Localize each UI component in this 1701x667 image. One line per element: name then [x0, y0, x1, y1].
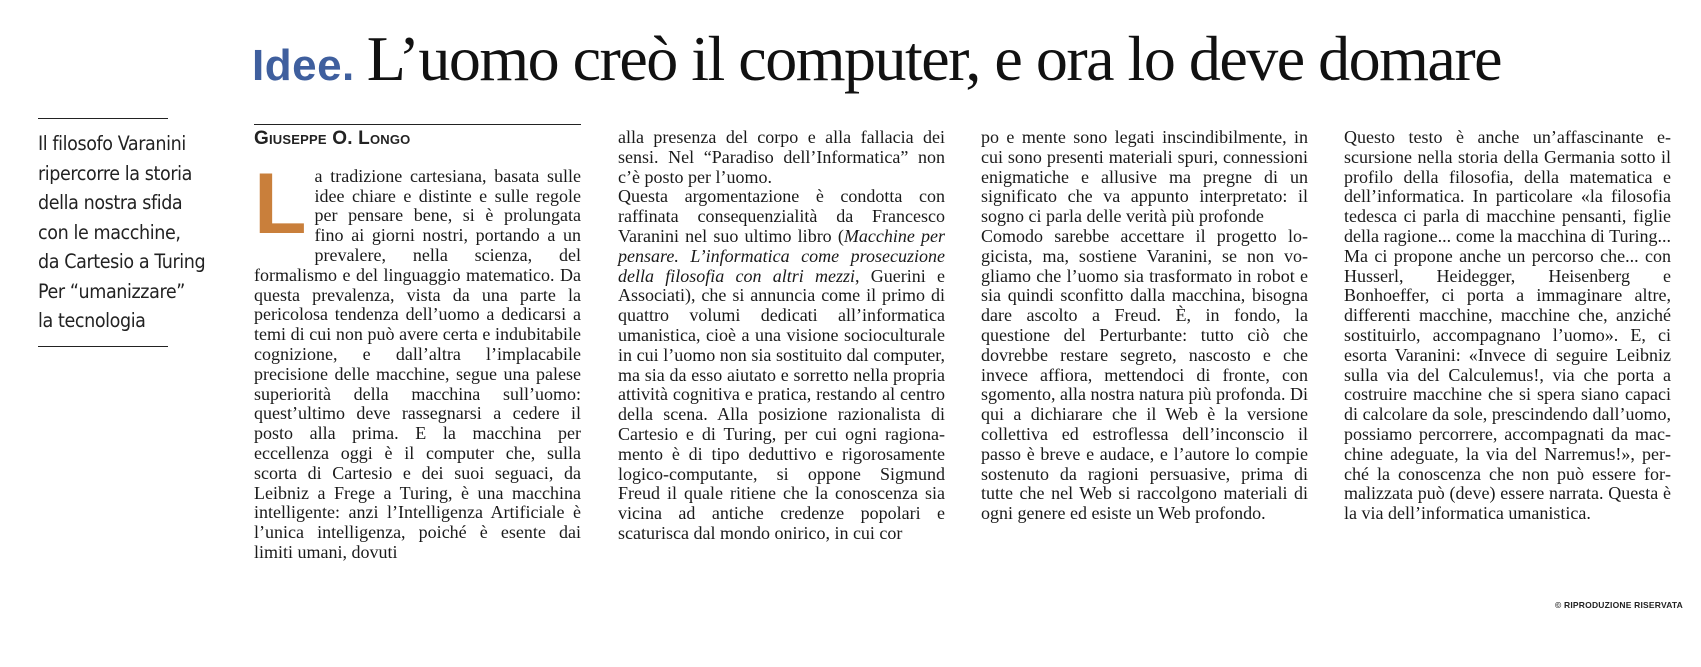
- paragraph: [618, 187, 945, 543]
- section-kicker: Idee.: [252, 41, 355, 90]
- summary-bottom-rule: [38, 346, 168, 347]
- paragraph: alla presenza del corpo e alla fallacia dei sensi. Nel “Paradiso dell’Informatica” non c’è posto per l’uomo.: [618, 127, 945, 187]
- summary-line: la tecnologia: [38, 309, 146, 332]
- byline-author: Giuseppe O. Longo: [254, 128, 411, 149]
- paragraph: Questo testo è anche un’affascinante escursione nella storia della Germania sotto il profilo della filosofia, della matematica e dell’informatica. In particolare «la filosofia tedesca ci parla di macchine pensanti, figlie della ragione... come la macchina di Turing... Ma ci propone anche un percorso che... con Husserl, Heidegger, Heisenberg e Bonhoeffer, ci porta a immaginare altre, differenti macchine, macchine che, anziché sostituirlo, accompagnano l’uomo». E, ci esorta Varanini: «Invece di seguire Leibniz sulla via del Calculemus!, via che porta a costruire macchine che si spera siano capaci di calcolare da sole, prescindendo dall’uomo, possiamo percorrere, accompagnati da macchine adeguate, la via del Narremus!», perché la conoscenza che non può essere formalizzata può (deve) essere narrata. Questa è la via dell’informatica umanistica.: [1344, 127, 1671, 524]
- drop-cap: L: [254, 155, 307, 252]
- paragraph-text: Questa argomentazione è condotta con raffinata consequenzialità da Francesco Varanini nel suo ultimo libro (: [618, 186, 945, 246]
- article-column-1: [254, 124, 581, 563]
- summary-line: da Cartesio a Turing: [38, 250, 206, 273]
- book-title: Macchine per pensare. L’informatica come prosecuzione della filosofia con altri mezzi: [618, 225, 945, 286]
- article-column-2: [618, 128, 945, 544]
- headline: [252, 22, 1682, 102]
- paragraph-text: , Guerini e Associati), che si annuncia come il primo di quattro volumi dedicati all’informatica umanistica, cioè a una visione socioculturale in cui l’uomo non sia sostituito dal computer, ma sia da esso aiutato e sorretto nella propria attività cognitiva e pratica, restando al centro della scena. Alla posizione razionalista di Cartesio e di Turing, per cui ogni ragionamento è di tipo deduttivo e rigorosamente logico-computante, si oppone Sigmund Freud il quale ritiene che la conoscenza sia vicina ad antiche credenze popolari e scaturisca dal mondo onirico, in cui cor: [618, 265, 945, 543]
- article-column-4: [1344, 128, 1671, 524]
- summary-line: con le macchine,: [38, 220, 181, 244]
- summary-line: Il filosofo Varanini: [38, 132, 186, 155]
- summary-line: ripercorre la storia: [38, 161, 192, 185]
- article-title: L’uomo creò il computer, e ora lo deve domare: [366, 23, 1502, 94]
- paragraph: [254, 155, 581, 563]
- summary-top-rule: [38, 118, 168, 119]
- copyright-notice: © RIPRODUZIONE RISERVATA: [1555, 600, 1684, 610]
- paragraph: po e mente sono legati inscindibilmente, in cui sono presenti materiali spuri, connessioni enigmatiche e allusive ma pregne di un significato che va appunto interpretato: il sogno ci parla delle verità più profonde: [981, 127, 1308, 227]
- sidebar-summary: [38, 118, 213, 347]
- summary-line: della nostra sfida: [38, 191, 183, 214]
- paragraph-text: a tradizione cartesiana, basata sulle idee chiare e distinte e sulle regole per pensare bene, si è prolungata fino ai giorni nostri, portando a un prevalere, nella scienza, del formalismo e del linguaggio matematico. Da questa prevalenza, vista da una parte la pericolosa tendenza dell’uomo a dedicarsi a temi di cui non può avere certa e indubitabile cognizione, e dall’altra l’implacabile precisione delle macchine, segue una palese superiorità della macchina sull’uomo: quest’ultimo deve rassegnarsi a cedere il posto alla prima. E la macchina per eccellenza oggi è il computer che, sulla scorta di Cartesio e dei suoi seguaci, da Leibniz a Frege a Turing, è una macchina intelligente: anzi l’Intelligenza Artificiale è l’unica intelligenza, poiché è esente dai limiti umani, dovuti: [254, 165, 581, 562]
- article-column-3: [981, 128, 1308, 524]
- paragraph: Comodo sarebbe accettare il progetto logicista, ma, sostiene Varanini, se non vogliamo che l’uomo sia trasformato in robot e sia quindi sconfitto dalla macchina, bisogna dare ascolto a Freud. È, in fondo, la questione del Perturbante: tutto ciò che dovrebbe restare segreto, nascosto e che invece affiora, mettendoci di fronte, con sgomento, alla nostra natura più profonda. Di qui a dichiarare che il Web è la versione collettiva ed estroflessa dell’inconscio il passo è breve e audace, e l’autore lo compie sostenuto da ragioni persuasive, prima di tutte che nel Web si raccolgono materiali di ogni genere ed esiste un Web profondo.: [981, 225, 1308, 524]
- summary-line: Per “umanizzare”: [38, 279, 185, 303]
- summary-text: [38, 129, 213, 336]
- author-rule: [254, 124, 581, 125]
